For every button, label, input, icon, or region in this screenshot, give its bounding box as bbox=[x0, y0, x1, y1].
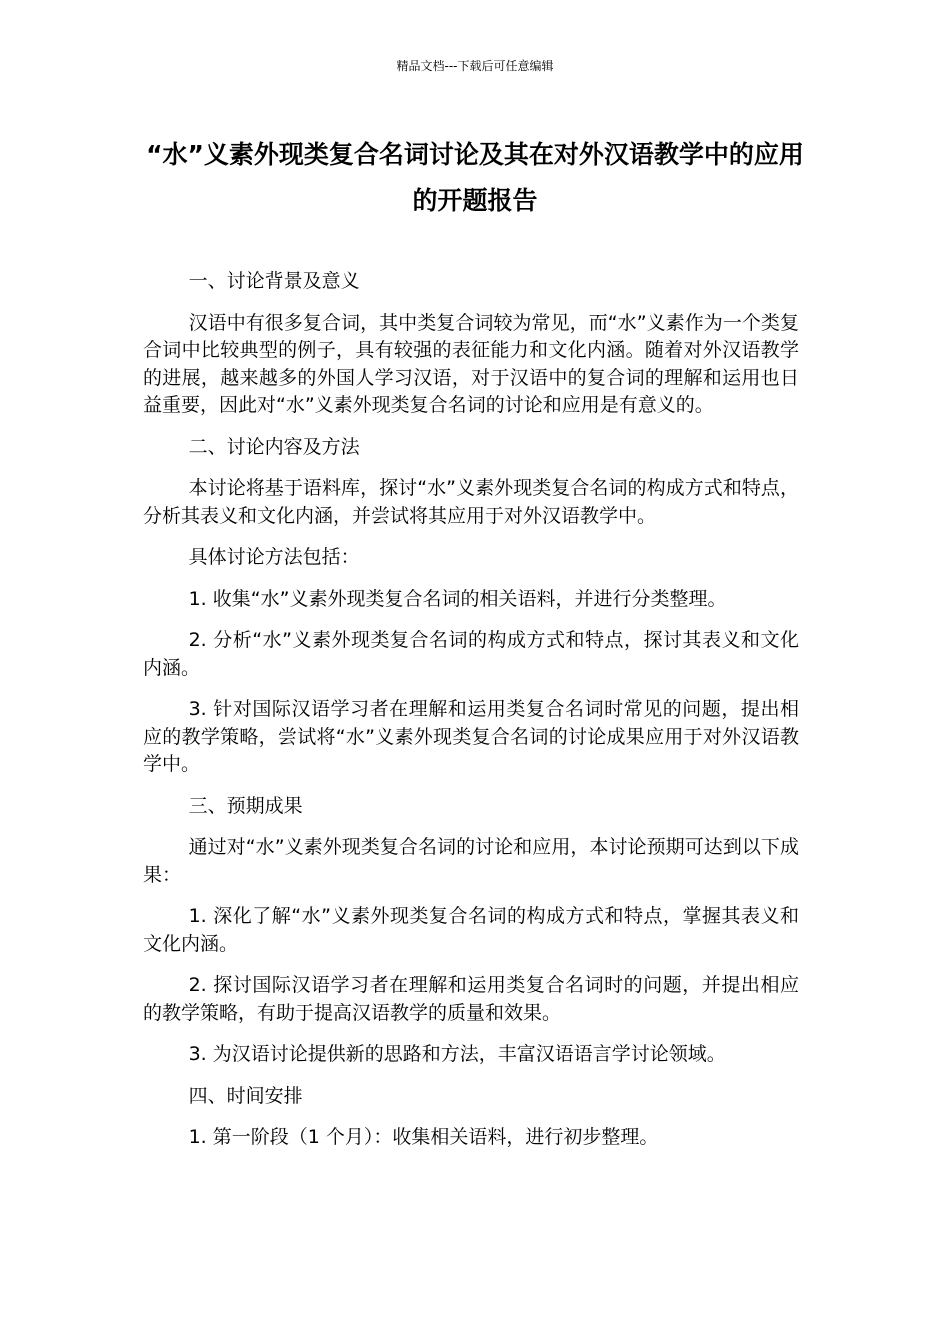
page-header: 精品文档---下载后可任意编辑 bbox=[396, 59, 554, 73]
paragraph-content: 本讨论将基于语料库，探讨“水”义素外现类复合名词的构成方式和特点，分析其表义和文化内涵，并尝试将其应用于对外汉语教学中。 bbox=[143, 477, 799, 527]
section-heading-content-method: 二、讨论内容及方法 bbox=[188, 435, 360, 458]
section-heading-schedule: 四、时间安排 bbox=[188, 1084, 303, 1107]
list-item-schedule-1: 1. 第一阶段（1 个月）：收集相关语料，进行初步整理。 bbox=[188, 1126, 659, 1148]
list-item-result-2: 2. 探讨国际汉语学习者在理解和运用类复合名词时的问题，并提出相应的教学策略，有助于提高汉语教学的质量和效果。 bbox=[143, 974, 799, 1024]
list-item-method-3: 3. 针对国际汉语学习者在理解和运用类复合名词时常见的问题，提出相应的教学策略，尝试将“水”义素外现类复合名词的讨论成果应用于对外汉语教学中。 bbox=[143, 698, 799, 775]
list-item-result-1: 1. 深化了解“水”义素外现类复合名词的构成方式和特点，掌握其表义和文化内涵。 bbox=[143, 905, 799, 955]
paragraph-background: 汉语中有很多复合词，其中类复合词较为常见，而“水”义素作为一个类复合词中比较典型的例子，具有较强的表征能力和文化内涵。随着对外汉语教学的进展，越来越多的外国人学习汉语，对于汉语中的复合词的理解和运用也日益重要，因此对“水”义素外现类复合名词的讨论和应用是有意义的。 bbox=[143, 311, 799, 416]
document-title: “水”义素外现类复合名词讨论及其在对外汉语教学中的应用的开题报告 bbox=[146, 140, 804, 215]
list-item-method-2: 2. 分析“水”义素外现类复合名词的构成方式和特点，探讨其表义和文化内涵。 bbox=[143, 629, 799, 679]
section-heading-expected-results: 三、预期成果 bbox=[188, 794, 303, 817]
list-item-result-3: 3. 为汉语讨论提供新的思路和方法，丰富汉语语言学讨论领域。 bbox=[188, 1043, 726, 1065]
document-body bbox=[143, 268, 799, 1166]
list-item-method-1: 1. 收集“水”义素外现类复合名词的相关语料，并进行分类整理。 bbox=[188, 587, 727, 610]
paragraph-method-intro: 具体讨论方法包括： bbox=[188, 546, 360, 568]
paragraph-expected-intro: 通过对“水”义素外现类复合名词的讨论和应用，本讨论预期可达到以下成果： bbox=[143, 836, 799, 886]
section-heading-background: 一、讨论背景及意义 bbox=[188, 270, 360, 292]
